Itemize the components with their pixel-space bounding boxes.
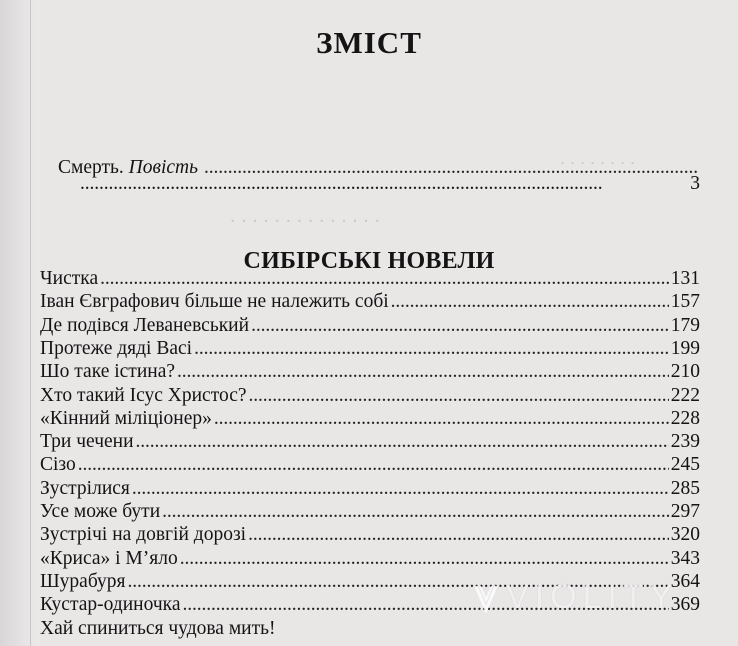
leader-dots [132, 478, 669, 500]
toc-entry-label: Зустрічі на довгій дорозі [40, 524, 247, 546]
toc-page-number: 297 [670, 501, 700, 522]
leader-dots [214, 408, 669, 430]
toc-entry [40, 431, 700, 453]
leader-dots [80, 173, 684, 195]
toc-entry-label: «Криса» і М’яло [40, 547, 178, 569]
watermark-logo-icon [470, 582, 502, 614]
page-edge [0, 0, 40, 646]
leader-dots [249, 385, 669, 407]
toc-page-number: 239 [670, 431, 700, 453]
toc-page-number: 222 [670, 384, 700, 406]
toc-entry-label: «Кінний міліціонер» [40, 407, 212, 429]
toc-entry [40, 408, 700, 430]
watermark-text: VIOLITY [506, 578, 679, 616]
leader-dots [251, 315, 669, 337]
toc-entry [40, 268, 700, 290]
leader-dots [194, 338, 669, 360]
toc-entry [40, 385, 700, 407]
bleed-through-text: . . . . . . . . [560, 148, 636, 168]
toc-page-number: 285 [670, 477, 700, 499]
toc-entry [40, 478, 700, 500]
toc-entry [40, 338, 700, 360]
toc-page-number: 210 [670, 361, 700, 383]
leader-dots [391, 291, 669, 313]
toc-page-number: 245 [670, 454, 700, 476]
toc-entry [40, 524, 700, 546]
toc-page-number: 343 [670, 547, 700, 569]
toc-entry-first-continuation [40, 173, 700, 195]
entry-title: Смерть. [58, 157, 124, 178]
toc-entry-label: Іван Євграфович більше не належить собі [40, 291, 389, 313]
toc-entry [40, 454, 700, 476]
toc-entry [40, 291, 700, 313]
leader-dots [162, 501, 669, 523]
leader-dots [177, 361, 669, 383]
toc-page-number: 157 [670, 291, 700, 313]
toc-page-number: 364 [670, 570, 700, 592]
toc-entry-label: Протеже дяді Васі [40, 337, 193, 359]
leader-dots [248, 524, 669, 546]
toc-page-number: 179 [670, 314, 700, 336]
toc-page-number: 3 [690, 173, 700, 194]
toc-entry [40, 361, 700, 383]
toc-entry-label: Сізо [40, 454, 76, 476]
leader-dots [100, 268, 669, 290]
leader-dots [136, 431, 669, 453]
entry-genre: Повість [128, 157, 198, 178]
toc-entry [40, 315, 700, 337]
toc-entry-label: Де подівся Леваневський [40, 314, 250, 336]
section-title: СИБІРСЬКІ НОВЕЛИ [243, 247, 495, 274]
toc-entry-label: Три чечени [40, 431, 134, 453]
leader-dots [180, 548, 669, 570]
toc-entry [40, 618, 700, 640]
toc-page-number: 369 [670, 594, 700, 616]
toc-entry [40, 501, 700, 523]
toc-entry-label: Шо таке істина? [40, 361, 176, 383]
toc-entry-label: Кустар-одиночка [40, 594, 181, 616]
toc-page-number: 320 [670, 524, 700, 546]
toc-entry [40, 548, 700, 570]
toc-entry-label: Чистка [40, 268, 99, 289]
toc-entry-label: Усе може бути [40, 501, 161, 522]
page-fold-line [30, 0, 31, 646]
toc-page-number: 228 [670, 407, 700, 429]
toc-entry-label: Шурабуря [40, 570, 126, 592]
toc-page-number: 131 [670, 268, 700, 289]
page-title: ЗМІСТ [316, 24, 422, 60]
toc-entry-label: Хай спиниться чудова мить! [40, 617, 276, 639]
toc-entry-label: Зустрілися [40, 477, 130, 499]
toc-entry-label: Хто такий Ісус Христос? [40, 384, 247, 406]
leader-dots [78, 454, 669, 476]
bleed-through-text: . . . . . . . . . . . . . . [230, 205, 381, 227]
toc-page-number: 199 [670, 337, 700, 359]
